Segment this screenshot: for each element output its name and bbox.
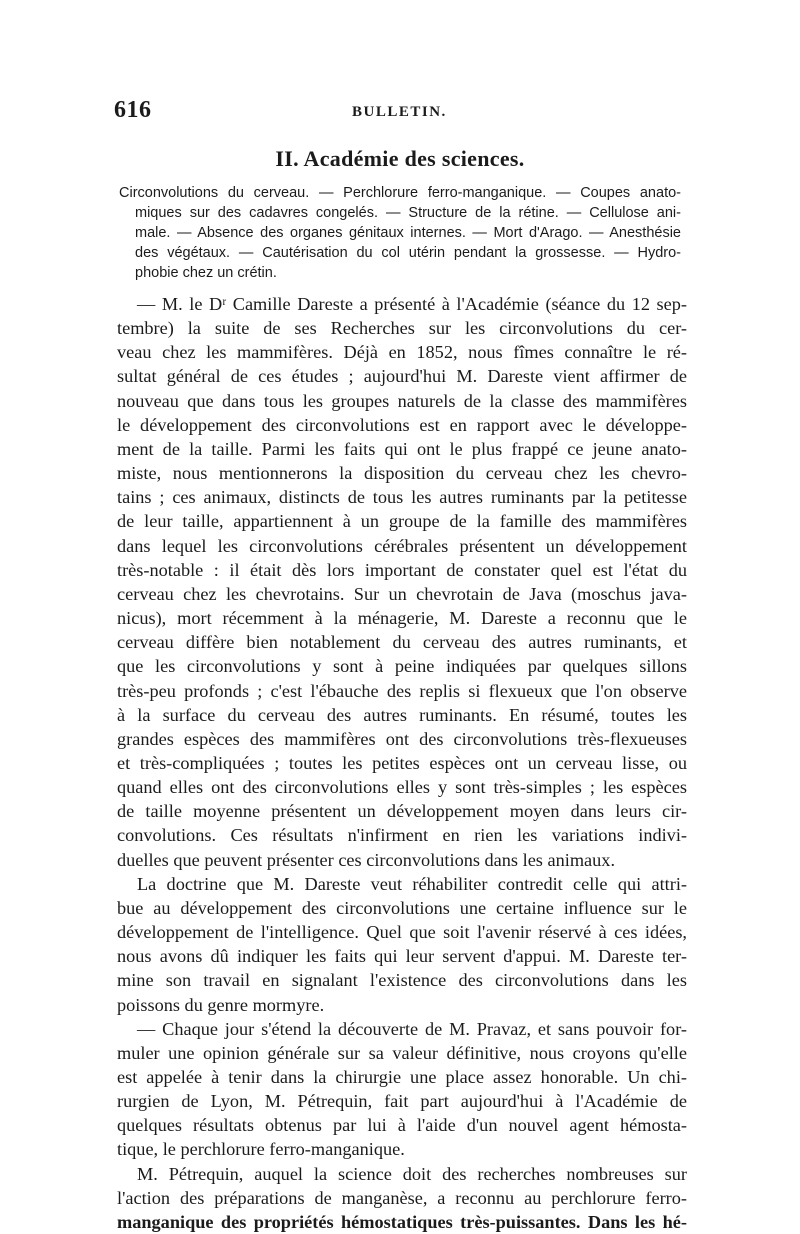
body-line: M. Pétrequin, auquel la science doit des recherches nombreuses sur [137, 1163, 687, 1184]
body-line: et très-compliquées ; toutes les petites espèces ont un cerveau lisse, ou [117, 752, 687, 773]
body-line: — M. le Dʳ Camille Dareste a présenté à l'Académie (séance du 12 sep- [137, 294, 687, 314]
body-line: quand elles ont des circonvolutions elles y sont très-simples ; les espèces [117, 777, 687, 798]
body-line: — Chaque jour s'étend la découverte de M. Pravaz, et sans pouvoir for- [137, 1018, 687, 1039]
running-head [114, 97, 694, 127]
body-line: tique, le perchlorure ferro-manganique. [117, 1139, 405, 1160]
body-line: manganique des propriétés hémostatiques très-puissantes. Dans les hé- [117, 1211, 687, 1232]
body-line: nous avons dû indiquer les faits qui leur servent d'appui. M. Dareste ter- [117, 946, 687, 967]
body-line: développement de l'intelligence. Quel que soit l'avenir réservé à ces idées, [117, 922, 687, 943]
body-line: La doctrine que M. Dareste veut réhabiliter contredit celle qui attri- [137, 873, 687, 894]
body-line: tains ; ces animaux, distincts de tous les autres ruminants par la petitesse [117, 487, 687, 508]
body-line: très-peu profonds ; c'est l'ébauche des replis si flexueux que l'on observe [117, 680, 687, 701]
body-line: convolutions. Ces résultats n'infirment en rien les variations indivi- [117, 825, 687, 846]
body-line: bue au développement des circonvolutions une certaine influence sur le [117, 897, 687, 918]
section-summary [119, 183, 681, 283]
body-line: rurgien de Lyon, M. Pétrequin, fait part aujourd'hui à l'Académie de [117, 1091, 687, 1112]
page-number: 616 [114, 97, 152, 123]
summary-line: des végétaux. — Cautérisation du col utérin pendant la grossesse. — Hydro- [135, 245, 681, 261]
body-line: cerveau diffère bien notablement du cerveau des autres ruminants, et [117, 632, 687, 653]
body-text [117, 292, 687, 1234]
body-line: sultat général de ces études ; aujourd'hui M. Dareste vient affirmer de [117, 366, 687, 387]
body-line: l'action des préparations de manganèse, a reconnu au perchlorure ferro- [117, 1187, 687, 1208]
body-line: tembre) la suite de ses Recherches sur les circonvolutions du cer- [117, 318, 687, 339]
body-line: nouveau que dans tous les groupes naturels de la classe des mammifères [117, 390, 687, 411]
body-line: ment de la taille. Parmi les faits qui ont le plus frappé ce jeune anato- [117, 438, 687, 459]
body-line: dans lequel les circonvolutions cérébrales présentent un développement [117, 535, 687, 556]
body-line: très-notable : il était dès lors important de constater quel est l'état du [117, 559, 687, 580]
body-line: que les circonvolutions y sont à peine indiquées par quelques sillons [117, 656, 687, 677]
body-line: quelques résultats obtenus par lui à l'aide d'un nouvel agent hémosta- [117, 1115, 687, 1136]
body-line: le développement des circonvolutions est en rapport avec le développe- [117, 414, 687, 435]
body-line: cerveau chez les chevrotains. Sur un chevrotain de Java (moschus java- [117, 583, 687, 604]
body-line: grandes espèces des mammifères ont des circonvolutions très-flexueuses [117, 728, 687, 749]
body-line: duelles que peuvent présenter ces circonvolutions dans les animaux. [117, 849, 616, 870]
section-title: II. Académie des sciences. [275, 146, 525, 171]
summary-line: Circonvolutions du cerveau. — Perchlorure ferro-manganique. — Coupes anato- [119, 185, 681, 201]
body-line: nicus), mort récemment à la ménagerie, M. Dareste a reconnu que le [117, 608, 687, 629]
body-line: mine son travail en signalant l'existence des circonvolutions dans les [117, 970, 687, 991]
body-line: veau chez les mammifères. Déjà en 1852, nous fîmes connaître le ré- [117, 342, 687, 363]
body-line: à la surface du cerveau des autres ruminants. En résumé, toutes les [117, 704, 687, 725]
body-line: est appelée à tenir dans la chirurgie une place assez honorable. Un chi- [117, 1067, 687, 1087]
running-title: BULLETIN. [352, 104, 447, 120]
body-line: poissons du genre mormyre. [117, 994, 325, 1015]
body-line: de taille moyenne présentent un développement moyen dans leurs cir- [117, 801, 687, 822]
body-line: de leur taille, appartiennent à un groupe de la famille des mammifères [117, 511, 687, 532]
summary-line: phobie chez un crétin. [135, 265, 277, 281]
body-line: muler une opinion générale sur sa valeur définitive, nous croyons qu'elle [117, 1042, 687, 1063]
summary-line: male. — Absence des organes génitaux internes. — Mort d'Arago. — Anesthésie [135, 225, 681, 241]
summary-line: miques sur des cadavres congelés. — Structure de la rétine. — Cellulose ani- [135, 205, 681, 221]
body-line: miste, nous mentionnerons la disposition du cerveau chez les chevro- [117, 463, 687, 484]
